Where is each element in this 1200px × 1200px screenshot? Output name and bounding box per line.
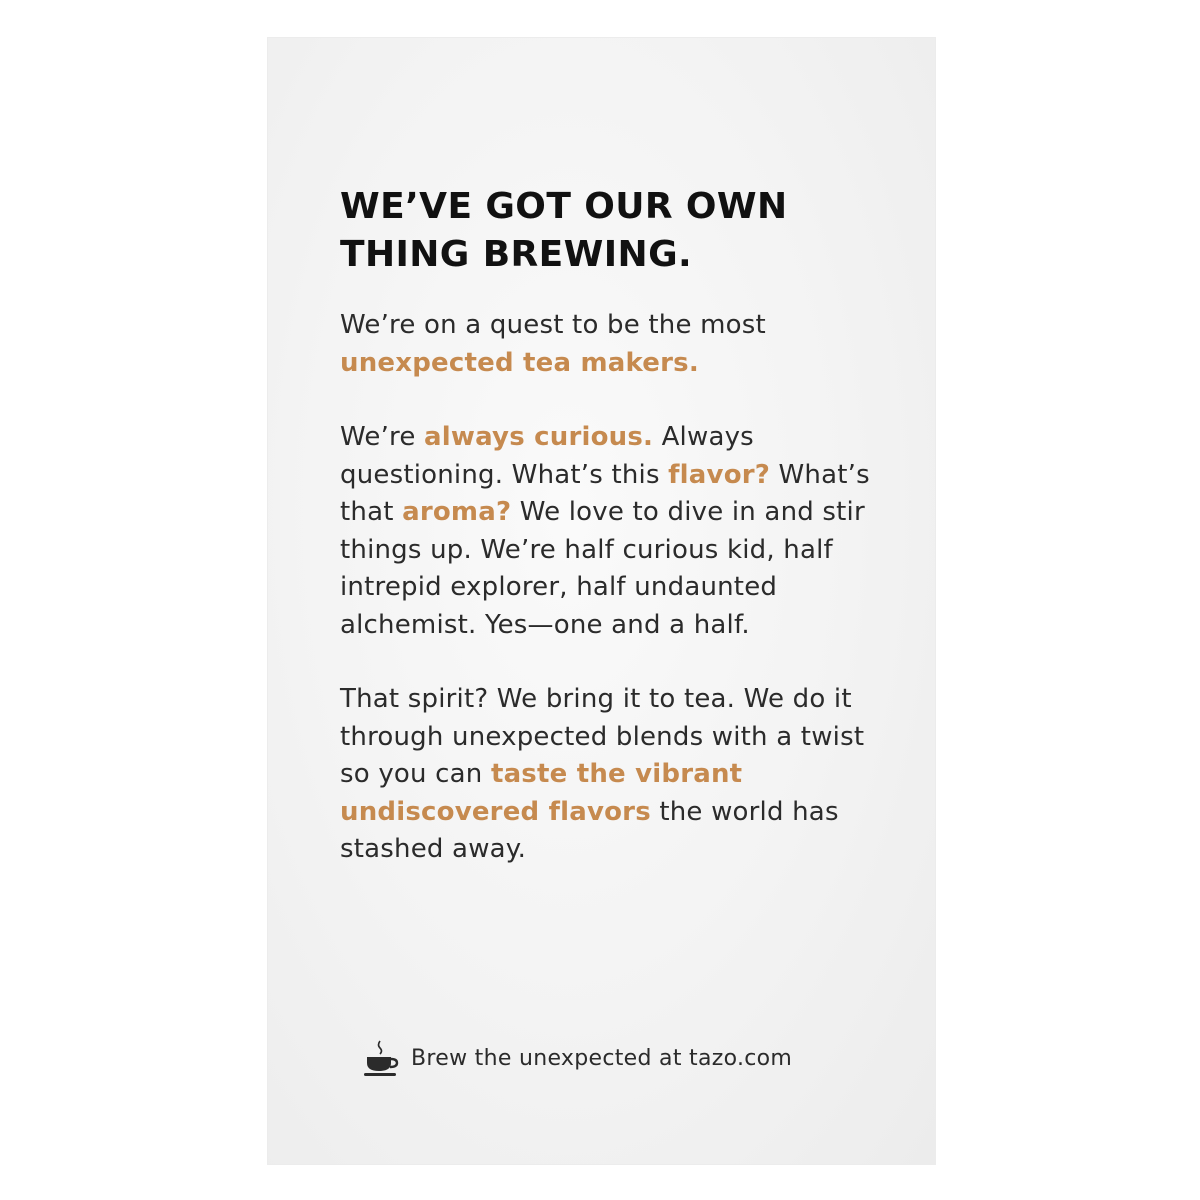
footer-text: Brew the unexpected at tazo.com	[411, 1045, 793, 1071]
highlight-taste-flavors: taste the vibrant undiscovered flavors	[340, 759, 743, 827]
paragraph-curious-text-1: We’re	[340, 422, 425, 452]
tea-box-panel	[268, 38, 935, 1164]
paragraph-curious-text-4: We love to dive in and stir things up. We’re half curious kid, half intrepid explorer, half undaunted alchemist. Yes—one and a half.	[340, 497, 865, 640]
paragraph-curious-text-2: Always questioning. What’s this	[340, 422, 754, 490]
headline	[340, 183, 900, 279]
footer-tagline	[363, 1039, 792, 1077]
highlight-always-curious: always curious.	[424, 422, 654, 452]
paragraph-spirit-text-2: the world has stashed away.	[340, 796, 839, 864]
highlight-unexpected-tea-makers: unexpected tea makers.	[340, 347, 699, 378]
headline-line-2: THING BREWING.	[340, 234, 693, 275]
headline-line-1: WE’VE GOT OUR OWN	[340, 186, 788, 227]
paragraph-quest-text: We’re on a quest to be the most	[340, 310, 766, 340]
paragraph-curious	[340, 419, 900, 644]
paragraph-curious-text-3: What’s that	[340, 459, 870, 527]
highlight-flavor: flavor?	[668, 459, 771, 490]
highlight-aroma: aroma?	[402, 497, 512, 527]
paragraph-quest	[340, 307, 900, 382]
paragraph-spirit-text-1: That spirit? We bring it to tea. We do it through unexpected blends with a twist so you can	[340, 684, 865, 789]
paragraph-spirit	[340, 681, 900, 869]
tea-cup-icon	[363, 1039, 399, 1077]
panel-content	[340, 183, 900, 869]
